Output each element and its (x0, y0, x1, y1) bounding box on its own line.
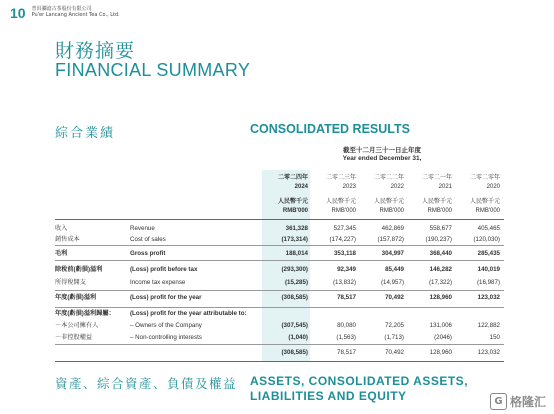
row-label-en: (Loss) profit before tax (130, 266, 198, 273)
row-label-cn: －本公司擁有人 (55, 322, 99, 329)
company-name (32, 6, 120, 18)
table-cell: (157,872) (377, 236, 404, 243)
table-cell: (16,987) (476, 279, 500, 286)
column-header-year-cn: 二零二四年 (277, 175, 308, 181)
row-label-en: Cost of sales (130, 236, 166, 243)
table-cell: (307,545) (281, 322, 308, 329)
column-header-unit-cn: 人民幣千元 (277, 199, 308, 205)
table-cell: 462,869 (381, 225, 404, 232)
column-header-year-cn: 二零二三年 (325, 175, 356, 181)
table-rule (55, 307, 504, 308)
next-section-title-en-line2: LIABILITIES AND EQUITY (250, 389, 407, 403)
row-label-cn: －非控股權益 (55, 334, 93, 341)
table-rule (55, 361, 504, 362)
table-cell: 527,345 (333, 225, 356, 232)
column-header-unit-en: RMB'000 (475, 208, 500, 214)
table-cell: 92,349 (337, 266, 356, 273)
table-cell: 146,282 (429, 266, 452, 273)
column-header-year: 2023 (342, 184, 356, 190)
table-cell: (15,285) (284, 279, 308, 286)
column-header-unit-cn: 人民幣千元 (421, 199, 452, 205)
next-section-title-en-line1: ASSETS, CONSOLIDATED ASSETS, (250, 374, 469, 388)
row-label-cn: 所得稅開支 (55, 279, 86, 286)
company-name-cn: 普洱瀾滄古茶股份有限公司 (31, 6, 92, 12)
row-label-en: Revenue (130, 225, 155, 232)
row-label-en: Income tax expense (130, 279, 186, 286)
table-cell: 123,032 (477, 349, 500, 356)
table-cell: (1,713) (384, 334, 404, 341)
column-header-year-cn: 二零二零年 (469, 175, 500, 181)
table-cell: (308,585) (281, 349, 308, 356)
table-cell: (1,563) (336, 334, 356, 341)
table-cell: 304,997 (381, 250, 404, 257)
column-header-year: 2022 (390, 184, 404, 190)
table-cell: 285,435 (477, 250, 500, 257)
column-header-unit-en: RMB'000 (331, 208, 356, 214)
row-label-en: – Non-controlling interests (130, 334, 202, 341)
page-title-cn: 財務摘要 (55, 40, 136, 62)
table-rule (55, 219, 504, 220)
table-rule (55, 290, 504, 291)
column-header-year-cn: 二零二一年 (421, 175, 452, 181)
table-cell: 353,118 (333, 250, 356, 257)
glh-logo-icon: G (490, 393, 507, 410)
column-header-unit-en: RMB'000 (379, 208, 404, 214)
page-number: 10 (10, 5, 26, 21)
year-end-cn: 截至十二月三十一日止年度 (343, 147, 421, 154)
table-cell: 188,014 (285, 250, 308, 257)
table-cell: (190,237) (425, 236, 452, 243)
row-label-en: – Owners of the Company (130, 322, 202, 329)
section-title-en: CONSOLIDATED RESULTS (250, 122, 410, 136)
table-cell: (174,227) (329, 236, 356, 243)
row-label-cn: 年度(虧損)溢利 (55, 294, 97, 301)
column-header-unit-cn: 人民幣千元 (373, 199, 404, 205)
table-rule (55, 260, 504, 261)
table-rule (55, 245, 504, 246)
table-cell: 128,960 (429, 349, 452, 356)
column-header-unit-en: RMB'000 (427, 208, 452, 214)
column-header-unit-cn: 人民幣千元 (469, 199, 500, 205)
table-cell: 140,019 (477, 266, 500, 273)
table-cell: 80,080 (337, 322, 356, 329)
watermark (490, 393, 546, 410)
table-cell: 72,205 (385, 322, 404, 329)
table-cell: 85,449 (385, 266, 404, 273)
table-cell: (120,030) (473, 236, 500, 243)
table-cell: (308,585) (281, 294, 308, 301)
section-title-cn: 綜合業績 (55, 126, 116, 141)
column-header-year: 2020 (486, 184, 500, 190)
page-header (10, 6, 120, 22)
row-label-cn: 除稅前(虧損)溢利 (55, 266, 103, 273)
table-cell: (13,832) (332, 279, 356, 286)
row-label-cn: 收入 (55, 225, 68, 232)
table-cell: 368,440 (429, 250, 452, 257)
table-cell: 78,517 (337, 349, 356, 356)
column-header-unit-cn: 人民幣千元 (325, 199, 356, 205)
column-header-year-cn: 二零二二年 (373, 175, 404, 181)
table-rule (55, 344, 504, 345)
table-cell: 70,492 (385, 349, 404, 356)
table-cell: 70,492 (385, 294, 404, 301)
column-header-year: 2021 (438, 184, 452, 190)
row-label-cn: 銷售成本 (55, 236, 80, 243)
table-cell: (17,322) (428, 279, 452, 286)
column-header-unit-en: RMB'000 (282, 208, 308, 214)
table-cell: 150 (489, 334, 500, 341)
row-label-cn: 毛利 (55, 250, 68, 257)
table-cell: 128,960 (429, 294, 452, 301)
table-cell: 405,465 (477, 225, 500, 232)
table-cell: (14,957) (380, 279, 404, 286)
row-label-en: (Loss) profit for the year (130, 294, 202, 301)
table-cell: 123,032 (477, 294, 500, 301)
next-section-title-cn: 資產、綜合資產、負債及權益 (55, 376, 238, 391)
company-name-en: Pu'er Lancang Ancient Tea Co., Ltd. (31, 12, 120, 18)
table-cell: (2046) (434, 334, 452, 341)
page-title-en: FINANCIAL SUMMARY (55, 60, 251, 80)
table-cell: (173,314) (281, 236, 308, 243)
table-cell: 361,328 (285, 225, 308, 232)
row-label-cn: 年度(虧損)溢利歸屬： (55, 310, 115, 317)
table-cell: 131,006 (429, 322, 452, 329)
table-cell: 78,517 (337, 294, 356, 301)
watermark-text: 格隆汇 (509, 395, 546, 409)
year-end-en: Year ended December 31, (342, 155, 422, 162)
table-cell: 558,677 (429, 225, 452, 232)
row-label-en: Gross profit (130, 250, 166, 257)
table-cell: (1,040) (288, 334, 308, 341)
table-cell: 122,882 (477, 322, 500, 329)
column-header-year: 2024 (294, 184, 308, 190)
row-label-en: (Loss) profit for the year attributable to: (130, 310, 247, 317)
table-cell: (293,300) (281, 266, 308, 273)
